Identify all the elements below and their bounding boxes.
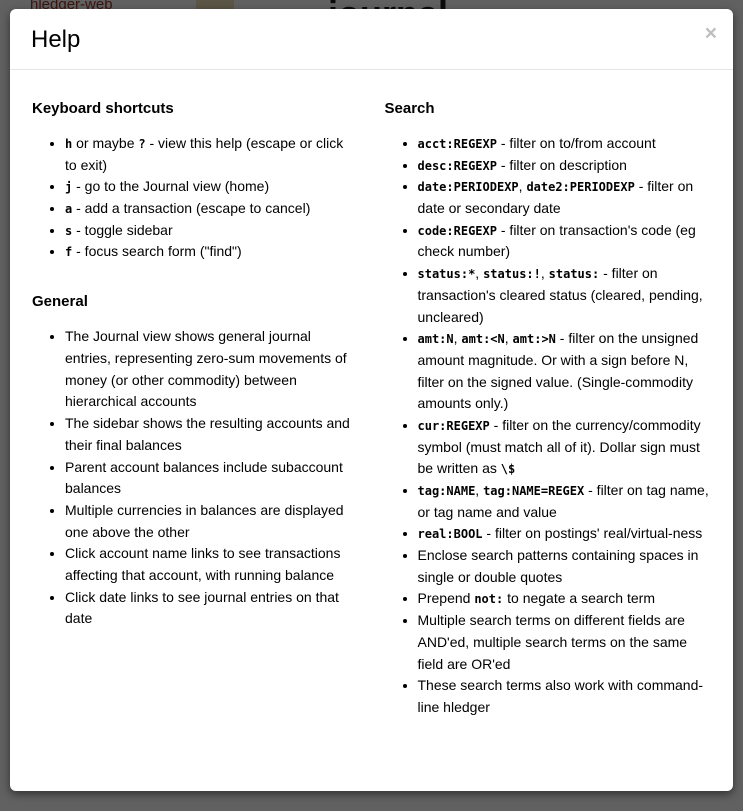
code-span: date:PERIODEXP <box>417 180 519 195</box>
code-span: s <box>65 223 73 238</box>
help-list-item: • Multiple search terms on different fields are AND'ed, multiple search terms on the same field are OR'ed <box>418 610 712 675</box>
help-list-item: • tag:NAME, tag:NAME=REGEX - filter on tag name, or tag name and value <box>418 480 712 523</box>
help-column-left <box>32 97 359 719</box>
section-heading: General <box>32 293 88 311</box>
help-list-item: • amt:N, amt:<N, amt:>N - filter on the unsigned amount magnitude. Or with a sign before N, filter on the signed value. (Single-commodity amounts only.) <box>418 328 712 415</box>
help-list-item: • status:*, status:!, status: - filter on transaction's cleared status (cleared, pending, uncleared) <box>418 263 712 328</box>
code-span: status:! <box>483 267 541 282</box>
help-list-item: • h or maybe ? - view this help (escape or click to exit) <box>65 133 359 176</box>
help-list-item: • These search terms also work with command-line hledger <box>418 675 712 718</box>
help-modal <box>10 9 733 791</box>
help-list-item: • Click date links to see journal entries on that date <box>65 587 359 630</box>
section-heading: Keyboard shortcuts <box>32 99 174 117</box>
help-list-item: • The sidebar shows the resulting accounts and their final balances <box>65 413 359 456</box>
code-span: tag:NAME <box>417 484 476 499</box>
modal-body <box>10 70 733 739</box>
help-list-item: • Multiple currencies in balances are displayed one above the other <box>65 500 359 543</box>
help-list-item: • f - focus search form ("find") <box>65 241 359 263</box>
help-list-item: • code:REGEXP - filter on transaction's code (eg check number) <box>418 220 712 263</box>
modal-title: Help <box>31 26 81 53</box>
code-span: acct:REGEXP <box>417 137 497 152</box>
code-span: j <box>65 180 73 195</box>
code-span: amt:<N <box>461 332 505 347</box>
code-span: amt:N <box>417 332 454 347</box>
modal-header <box>10 9 733 70</box>
code-span: not: <box>474 592 504 607</box>
help-list-item: • date:PERIODEXP, date2:PERIODEXP - filter on date or secondary date <box>418 176 712 219</box>
code-span: amt:>N <box>512 332 556 347</box>
code-span: h <box>65 137 73 152</box>
code-span: a <box>65 202 73 217</box>
code-span: cur:REGEXP <box>417 418 490 433</box>
help-list-item: • acct:REGEXP - filter on to/from account <box>418 133 712 155</box>
code-span: code:REGEXP <box>417 223 497 238</box>
help-list <box>32 133 359 263</box>
help-list-item: • Enclose search patterns containing spaces in single or double quotes <box>418 545 712 588</box>
help-list-item: • j - go to the Journal view (home) <box>65 176 359 198</box>
close-icon[interactable]: × <box>704 22 717 45</box>
help-list-item: • Prepend not: to negate a search term <box>418 588 712 610</box>
code-span: status:* <box>417 267 476 282</box>
section-heading: Search <box>384 99 435 117</box>
code-span: desc:REGEXP <box>417 158 497 173</box>
help-list-item: • s - toggle sidebar <box>65 220 359 242</box>
code-span: status: <box>548 267 600 282</box>
help-list <box>32 326 359 630</box>
help-list-item: • real:BOOL - filter on postings' real/virtual-ness <box>418 523 712 545</box>
help-list-item: • The Journal view shows general journal entries, representing zero-sum movements of money (or other commodity) between hierarchical accounts <box>65 326 359 413</box>
help-list-item: • desc:REGEXP - filter on description <box>418 155 712 177</box>
help-list-item: • a - add a transaction (escape to cancel) <box>65 198 359 220</box>
code-span: real:BOOL <box>417 527 483 542</box>
help-column-right <box>385 97 712 719</box>
code-span: tag:NAME=REGEX <box>483 484 585 499</box>
help-list-item: • cur:REGEXP - filter on the currency/commodity symbol (must match all of it). Dollar sign must be written as \$ <box>418 415 712 480</box>
help-list <box>385 133 712 719</box>
code-span: ? <box>138 137 146 152</box>
code-span: f <box>65 245 73 260</box>
code-span: \$ <box>500 462 516 477</box>
help-list-item: • Parent account balances include subaccount balances <box>65 457 359 500</box>
code-span: date2:PERIODEXP <box>526 180 635 195</box>
help-list-item: • Click account name links to see transactions affecting that account, with running balance <box>65 543 359 586</box>
